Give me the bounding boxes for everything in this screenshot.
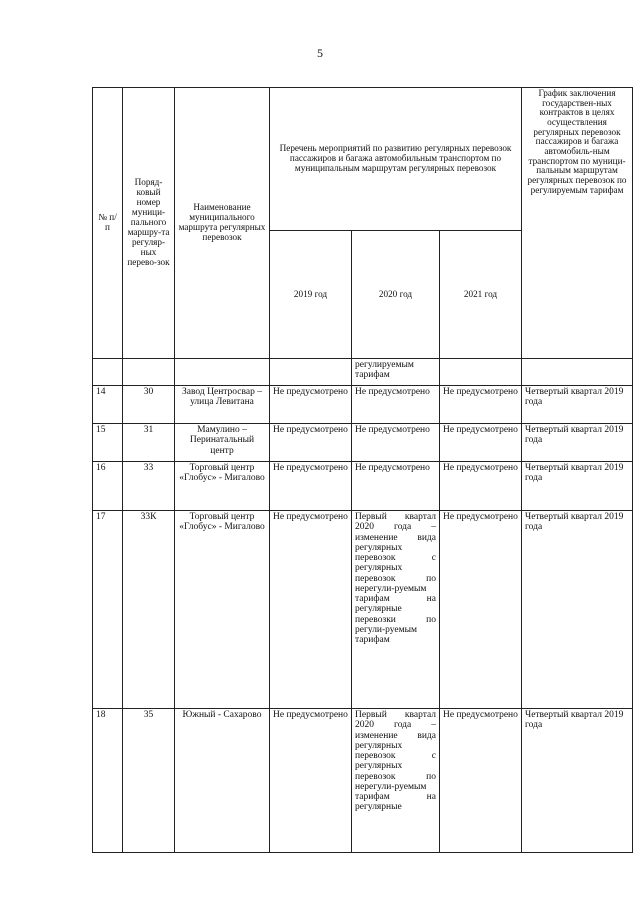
header-route-order: Поряд-ковый номер муници-пального маршру-та регуляр-ных перево-зок [123, 88, 175, 359]
table-row [93, 511, 633, 709]
row-num: 16 [93, 462, 123, 511]
row-name: Мамулино – Перинатальный центр [175, 424, 270, 462]
row-2019: Не предусмотрено [270, 424, 352, 462]
row-2021: Не предусмотрено [440, 511, 522, 709]
row-schedule: Четвертый квартал 2019 года [522, 709, 633, 853]
table-row [93, 386, 633, 424]
row-name: Торговый центр «Глобус» - Мигалово [175, 511, 270, 709]
header-schedule: График заключения государствен-ных контрактов в целях осуществления регулярных перевозок пассажиров и багажа автомобиль-ным транспортом по муници-пальным маршрутам регулярных перевозок по регулируемым тарифам [522, 88, 633, 359]
row-num: 18 [93, 709, 123, 853]
row-2020: Не предусмотрено [352, 462, 440, 511]
row-route: 33 [123, 462, 175, 511]
row-2021: Не предусмотрено [440, 386, 522, 424]
row-2019: Не предусмотрено [270, 462, 352, 511]
table-row [93, 462, 633, 511]
table-row [93, 709, 633, 853]
row-route: 35 [123, 709, 175, 853]
row-num: 15 [93, 424, 123, 462]
row-2021: Не предусмотрено [440, 424, 522, 462]
carry-over-row [93, 359, 633, 386]
row-schedule: Четвертый квартал 2019 года [522, 511, 633, 709]
header-num: № п/п [93, 88, 123, 359]
row-name: Южный - Сахарово [175, 709, 270, 853]
row-num: 14 [93, 386, 123, 424]
row-name: Завод Центросвар – улица Левитана [175, 386, 270, 424]
row-2020: Не предусмотрено [352, 424, 440, 462]
row-route: 31 [123, 424, 175, 462]
row-2021: Не предусмотрено [440, 709, 522, 853]
row-schedule: Четвертый квартал 2019 года [522, 424, 633, 462]
row-2019: Не предусмотрено [270, 386, 352, 424]
row-schedule: Четвертый квартал 2019 года [522, 462, 633, 511]
header-2021: 2021 год [440, 231, 522, 359]
row-route: 30 [123, 386, 175, 424]
routes-table [92, 87, 633, 853]
carry-over-2020: регулируемым тарифам [352, 359, 440, 386]
page-number: 5 [317, 46, 323, 60]
row-2020: Первый квартал 2020 года – изменение вида регулярных перевозок с регулярных перевозок по нерегули-руемым тарифам на регулярные [352, 709, 440, 853]
row-2020: Первый квартал 2020 года – изменение вида регулярных перевозок с регулярных перевозок по нерегули-руемым тарифам на регулярные перевозки по регули-руемым тарифам [352, 511, 440, 709]
header-2020: 2020 год [352, 231, 440, 359]
header-2019: 2019 год [270, 231, 352, 359]
row-name: Торговый центр «Глобус» - Мигалово [175, 462, 270, 511]
header-row-1 [93, 88, 633, 231]
header-measures: Перечень мероприятий по развитию регулярных перевозок пассажиров и багажа автомобильным транспортом по муниципальным маршрутам регулярных перевозок [270, 88, 522, 231]
table-row [93, 424, 633, 462]
row-route: 33К [123, 511, 175, 709]
row-2020: Не предусмотрено [352, 386, 440, 424]
row-num: 17 [93, 511, 123, 709]
row-schedule: Четвертый квартал 2019 года [522, 386, 633, 424]
row-2019: Не предусмотрено [270, 511, 352, 709]
header-route-name: Наименование муниципального маршрута регулярных перевозок [175, 88, 270, 359]
row-2019: Не предусмотрено [270, 709, 352, 853]
row-2021: Не предусмотрено [440, 462, 522, 511]
